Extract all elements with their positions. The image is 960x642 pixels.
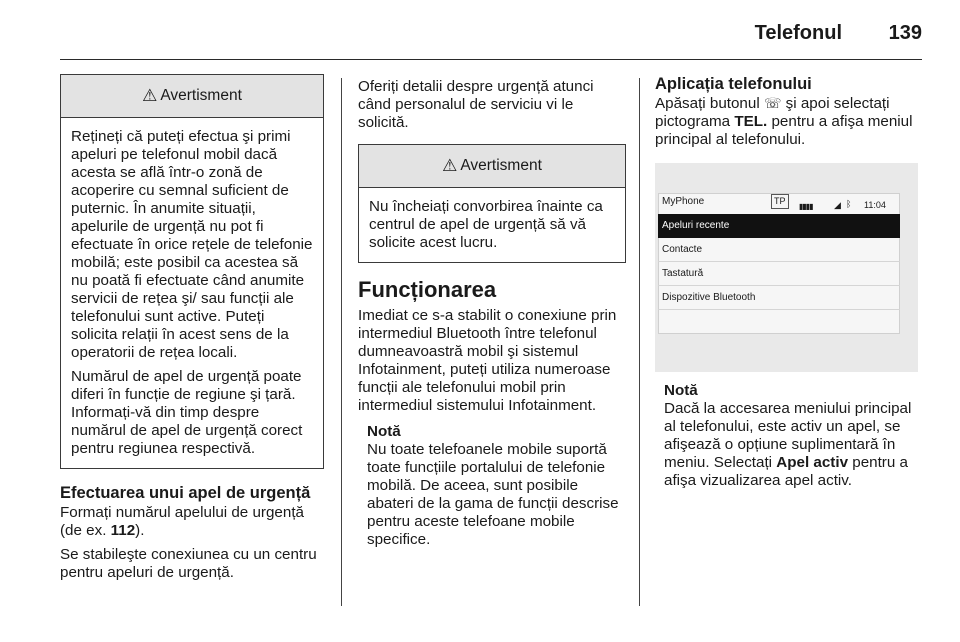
active-call-label: Apel activ [776,454,849,471]
paragraph: Oferiți detalii despre urgență atunci când personalul de serviciu vi le solicită. [358,78,594,131]
note [655,382,925,490]
screen-title: MyPhone [662,196,705,207]
section-heading: Efectuarea unui apel de urgență [60,484,311,502]
menu-item-contacts[interactable]: Contacte [658,238,900,262]
column-1 [60,74,324,582]
status-bar [658,193,900,211]
note-title: Notă [664,382,698,399]
section-heading: Aplicația telefonului [655,75,812,93]
note-title: Notă [367,423,401,440]
note-body: Nu toate telefoanele mobile suportă toate funcțiile portalului de telefonie mobilă. De aceea, sunt posibile abateri de la gama de funcții descrise pentru aceste telefoane mobile specifice. [367,441,619,548]
warning-triangle-icon: ⚠ [142,86,158,105]
column-divider [341,78,342,606]
bluetooth-icon: ᛒ [846,199,852,209]
column-3 [655,74,925,490]
tp-indicator: TP [771,194,789,209]
signal-icon: ◢ [834,200,841,210]
chapter-title: Telefonul [754,22,842,44]
warning-heading-label: Avertisment [460,157,542,174]
warning-triangle-icon: ⚠ [442,156,458,175]
warning-paragraph: Numărul de apel de urgență poate diferi în funcție de regiune şi țară. Informați-vă din timp despre numărul de apel de urgență corect pentru regiunea respectivă. [71,368,303,457]
note-body: Dacă la accesarea meniului principal al telefonului, este activ un apel, se afişează o opțiune suplimentară în meniu. Selectați Apel activ pentru a afişa vizualizarea apel activ. [664,400,912,489]
warning-heading-label: Avertisment [160,87,242,104]
clock-temperature: 11:04 [864,200,886,210]
page-number: 139 [888,22,922,44]
warning-heading [359,145,625,188]
warning-heading [61,75,323,118]
paragraph: Imediat ce s-a stabilit o conexiune prin intermediul Bluetooth între telefonul dumneavoastră mobil şi sistemul Infotainment, puteți utiliza numeroase funcții ale telefonului mobil prin intermediul sistemului Infotainment. [358,307,617,414]
menu-item-keypad[interactable]: Tastatură [658,262,900,286]
warning-paragraph: Rețineți că puteți efectua şi primi apeluri pe telefonul mobil dacă acesta se află într-o zonă de acoperire cu semnal suficient de puternic. În anumite situații, apelurile de urgență nu pot fi efectuate în orice rețele de telefonie mobilă; este posibil ca acestea să nu poată fi efectuate când anumite servicii de rețea şi/ sau funcții ale telefonului sunt active. Puteți solicita relații în acest sens de la operatorii de rețea locali. [71,128,313,361]
warning-box [358,144,626,263]
menu-item-recent-calls[interactable]: Apeluri recente [658,214,900,238]
section-heading: Funcționarea [358,277,497,302]
menu-item-bluetooth-devices[interactable]: Dispozitive Bluetooth [658,286,900,310]
tel-label: TEL. [734,113,768,130]
page-header [60,14,922,60]
paragraph: Se stabileşte conexiunea cu un centru pentru apeluri de urgență. [60,546,317,581]
column-divider [639,78,640,606]
phone-button-icon: ☏ [763,95,782,111]
column-2 [358,74,626,549]
battery-icon: ▮▮▮▮ [799,202,813,211]
warning-box [60,74,324,469]
note [358,423,626,549]
emergency-number: 112 [110,522,136,539]
paragraph: Apăsați butonul ☏ şi apoi selectați pictograma TEL. pentru a afişa meniul principal al telefonului. [655,95,913,148]
phone-menu-screenshot [655,163,918,372]
paragraph: Formați numărul apelului de urgență (de ex. 112). [60,504,304,539]
warning-body [61,118,323,468]
warning-body: Nu încheiați convorbirea înainte ca centrul de apel de urgență să vă solicite acest lucru. [369,198,603,251]
